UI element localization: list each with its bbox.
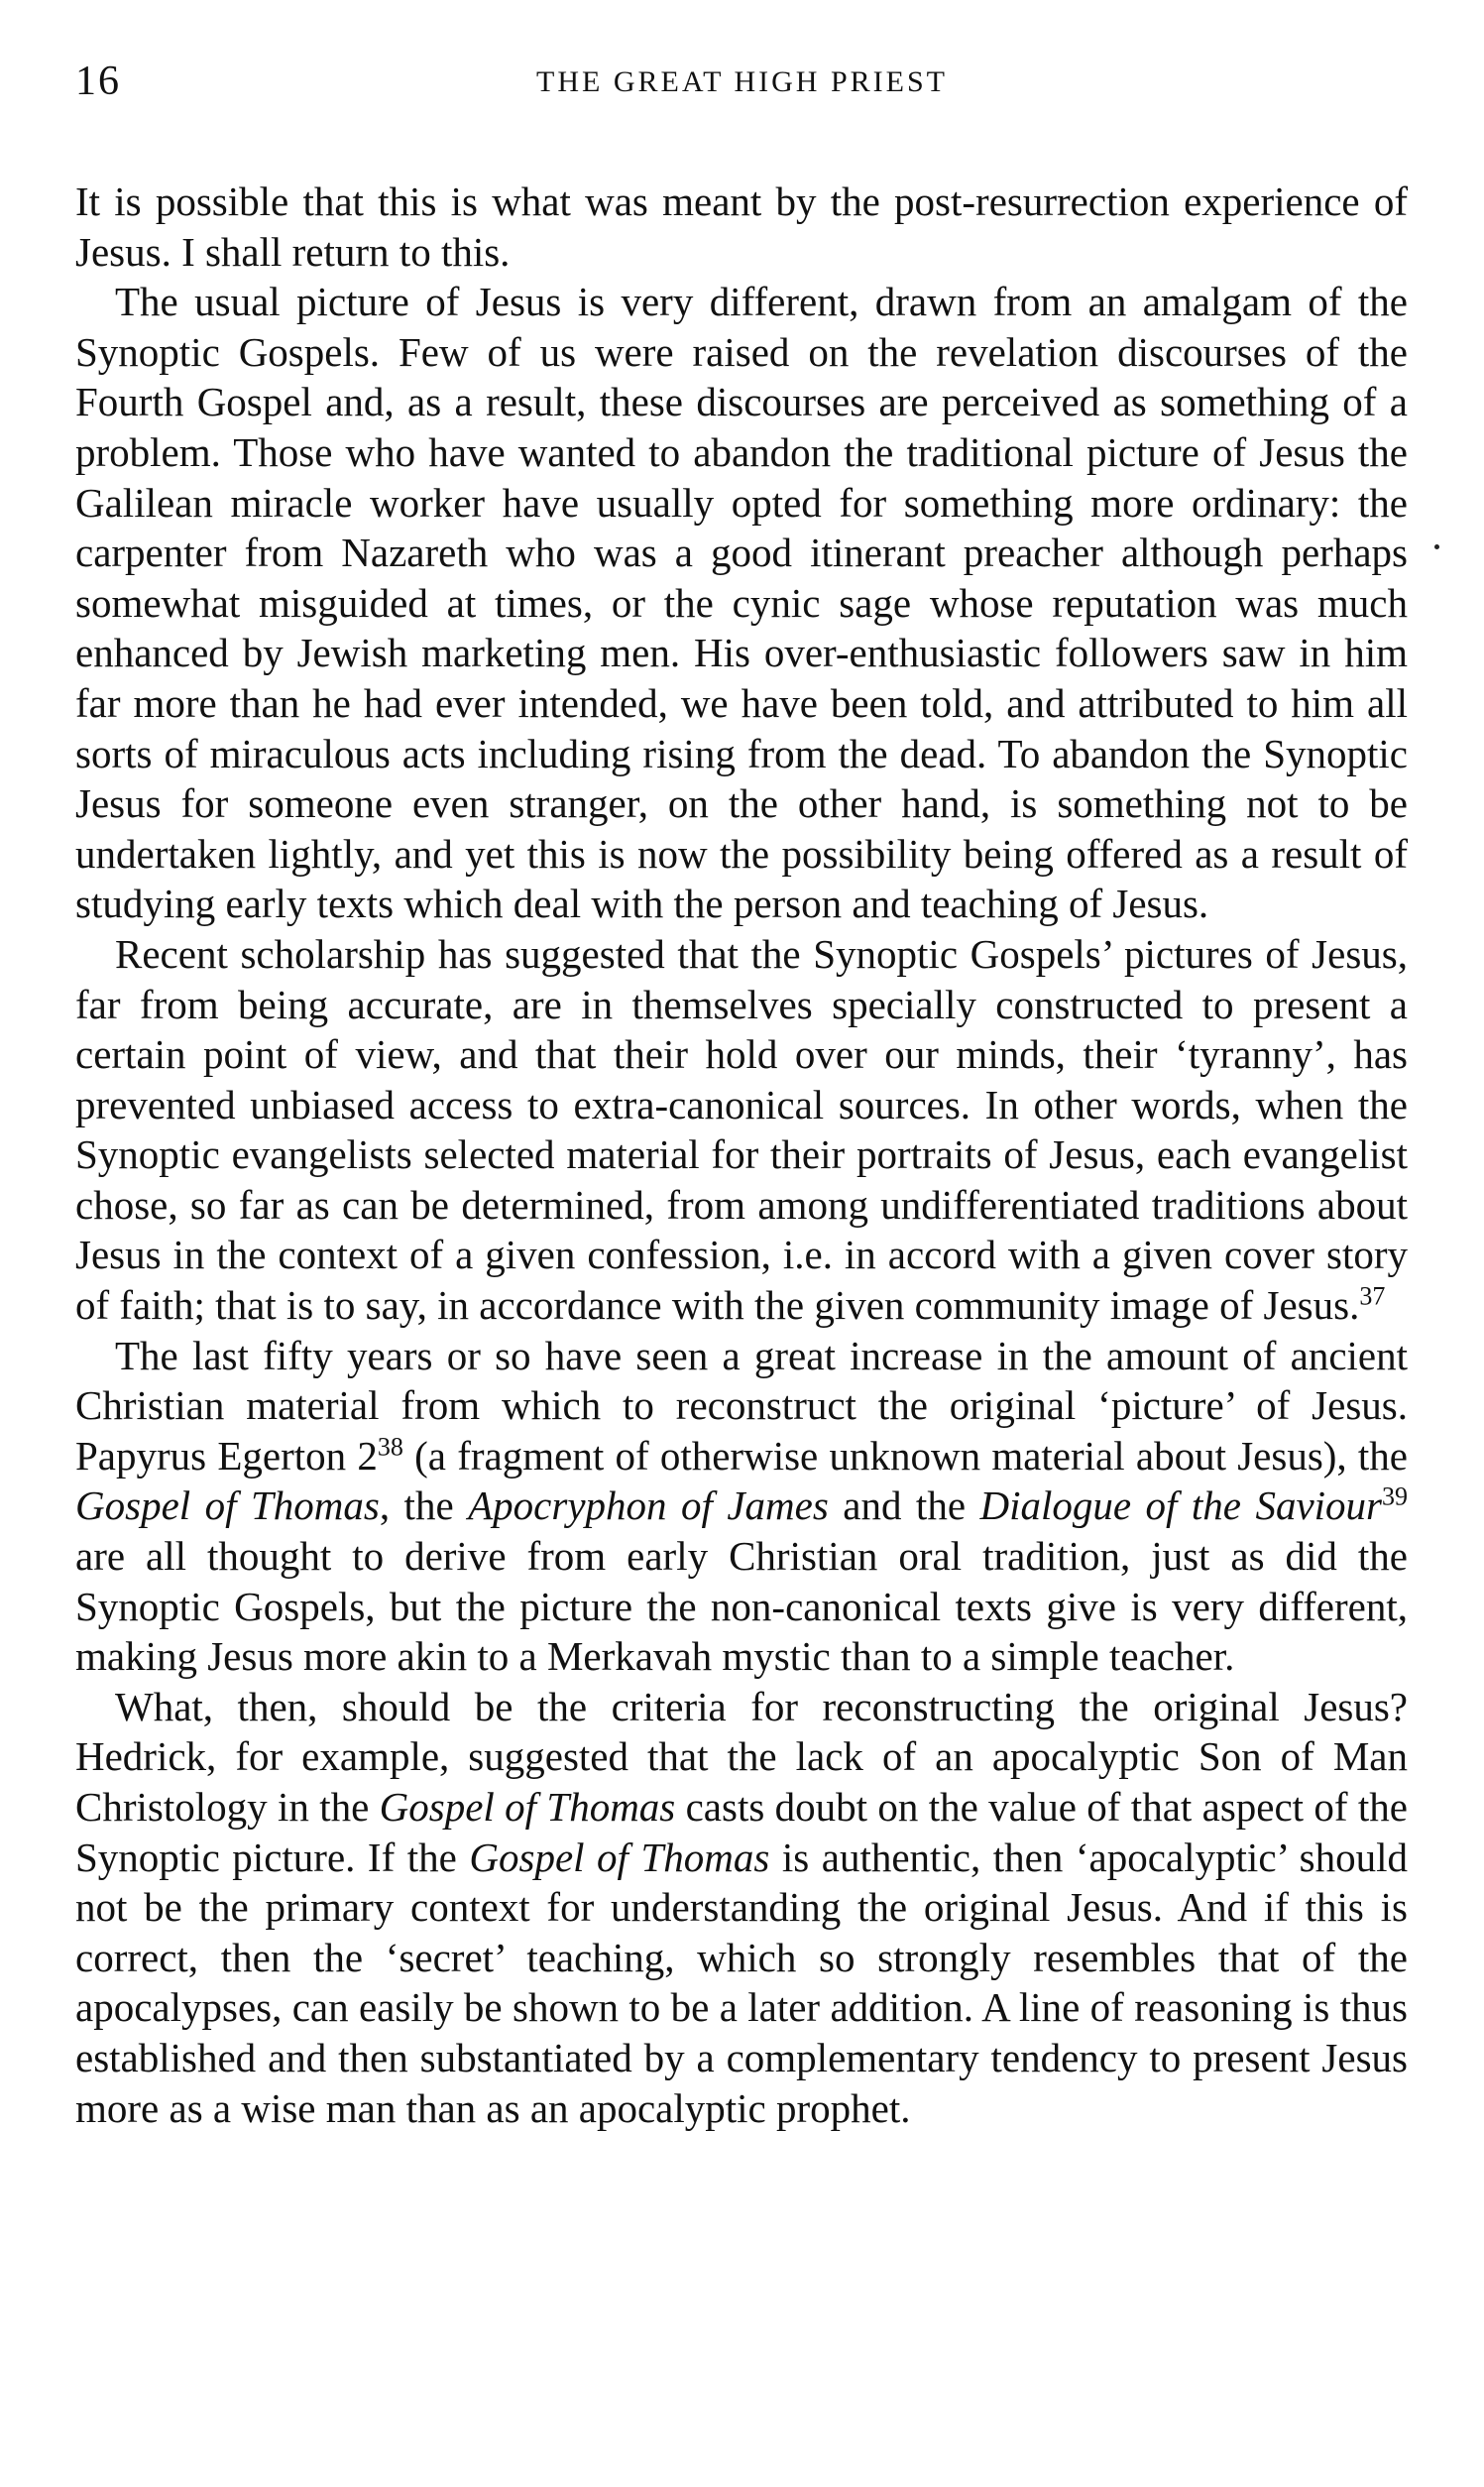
paragraph-4-text-a: The last fifty years or so have seen a great increase in the amount of ancient Christian material from which to reconstruct the original ‘picture’ of Jesus. Papyrus Egerton 2: [75, 1332, 1408, 1479]
margin-dot-mark: [1434, 544, 1439, 549]
title-gospel-of-thomas: Gospel of Thomas: [469, 1834, 770, 1880]
paragraph-5: [75, 1682, 1408, 2133]
paragraph-4-text-e: are all thought to derive from early Christian oral tradition, just as did the Synoptic Gospels, but the picture the non-canonical texts give is very different, making Jesus more akin to a Merkavah mystic than to a simple teacher.: [75, 1533, 1408, 1680]
title-dialogue-of-the-saviour: Dialogue of the Saviour: [979, 1482, 1383, 1529]
paragraph-1-text: It is possible that this is what was meant by the post-resurrection experience of Jesus. I shall return to this.: [75, 178, 1408, 275]
paragraph-2: [75, 277, 1408, 929]
running-head: THE GREAT HIGH PRIEST: [536, 65, 948, 98]
body-text: [75, 177, 1408, 2133]
paragraph-2-text: The usual picture of Jesus is very different, drawn from an amalgam of the Synoptic Gospels. Few of us were raised on the revelation discourses of the Fourth Gospel and, as a result, these discourses are perceived as something of a problem. Those who have wanted to abandon the traditional picture of Jesus the Galilean miracle worker have usually opted for something more ordinary: the carpenter from Nazareth who was a good itinerant preacher although perhaps somewhat misguided at times, or the cynic sage whose reputation was much enhanced by Jewish marketing men. His over-enthusiastic followers saw in him far more than he had ever intended, we have been told, and attributed to him all sorts of miraculous acts including rising from the dead. To abandon the Synoptic Jesus for someone even stranger, on the other hand, is something not to be undertaken lightly, and yet this is now the possibility being offered as a result of studying early texts which deal with the person and teaching of Jesus.: [75, 279, 1408, 927]
title-apocryphon-of-james: Apocryphon of James: [468, 1482, 829, 1529]
paragraph-4: [75, 1331, 1408, 1682]
paragraph-4-text-b: (a fragment of otherwise unknown material about Jesus), the: [402, 1432, 1409, 1479]
paragraph-1: [75, 177, 1408, 277]
footnote-ref-39[interactable]: 39: [1382, 1481, 1409, 1511]
page-number: 16: [75, 59, 121, 104]
paragraph-4-text-c: , the: [379, 1482, 469, 1529]
footnote-ref-38[interactable]: 38: [377, 1432, 403, 1462]
paragraph-5-text-c: is authentic, then ‘apocalyptic’ should not be the primary context for understanding the original Jesus. And if this is correct, then the ‘secret’ teaching, which so strongly resembles that of the apocalypses, can easily be shown to be a later addition. A line of reasoning is thus established and then substantiated by a complementary tendency to present Jesus more as a wise man than as an apocalyptic prophet.: [75, 1834, 1408, 2131]
title-gospel-of-thomas: Gospel of Thomas: [379, 1784, 676, 1830]
paragraph-3-text: Recent scholarship has suggested that the Synoptic Gospels’ pictures of Jesus, far from being accurate, are in themselves specially constructed to present a certain point of view, and that their hold over our minds, their ‘tyranny’, has prevented unbiased access to extra-canonical sources. In other words, when the Synoptic evangelists selected material for their portraits of Jesus, each evangelist chose, so far as can be determined, from among undifferentiated traditions about Jesus in the context of a given confession, i.e. in accord with a given cover story of faith; that is to say, in accordance with the given community image of Jesus.: [75, 930, 1408, 1329]
title-gospel-of-thomas: Gospel of Thomas: [75, 1482, 380, 1529]
footnote-ref-37[interactable]: 37: [1359, 1281, 1386, 1311]
paragraph-3: [75, 929, 1408, 1331]
paragraph-5-text-a: What, then, should be the criteria for reconstructing the original Jesus? Hedrick, for example, suggested that the lack of an apocalyptic Son of Man Christology in the: [75, 1683, 1408, 1830]
paragraph-4-text-d: and the: [828, 1482, 980, 1529]
paragraph-5-text-b: casts doubt on the value of that aspect of the Synoptic picture. If the: [75, 1784, 1409, 1880]
page-header: [75, 58, 1409, 117]
